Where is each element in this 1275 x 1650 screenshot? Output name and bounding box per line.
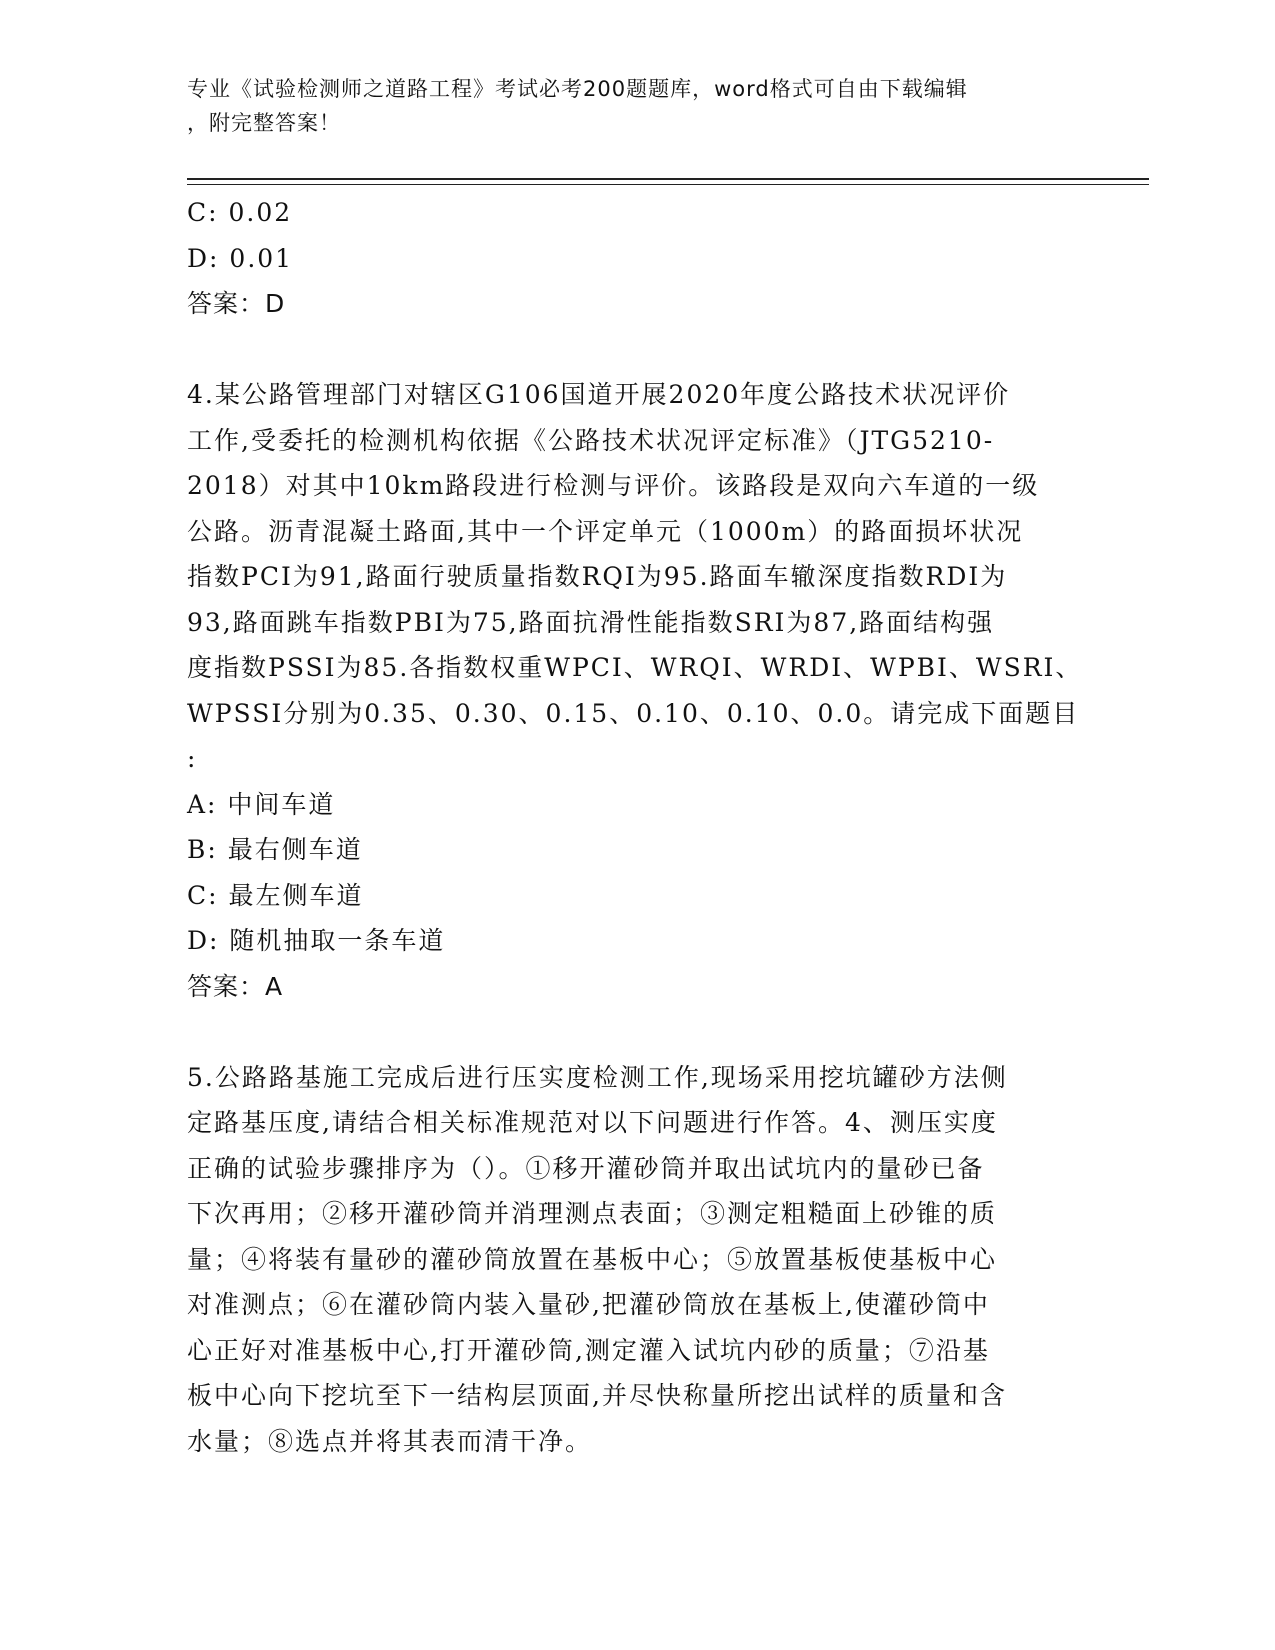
question-4-text-line: 工作,受委托的检测机构依据《公路技术状况评定标准》（JTG5210- <box>187 425 995 455</box>
spacer <box>187 1009 1067 1055</box>
question-4-option-a: A: 中间车道 <box>187 789 336 819</box>
prev-option-c: C: 0.02 <box>187 198 293 227</box>
header-title-line-2: ，附完整答案！ <box>187 111 341 135</box>
question-5-text-line: 水量；⑧选点并将其表而清干净。 <box>187 1426 593 1456</box>
question-4-text-line: 2018）对其中10km路段进行检测与评价。该路段是双向六车道的一级 <box>187 471 1040 500</box>
question-5-text-line: 下次再用；②移开灌砂筒并消理测点表面；③测定粗糙面上砂锥的质 <box>187 1199 998 1228</box>
spacer <box>187 327 1067 373</box>
header-title-line-1: 专业《试验检测师之道路工程》考试必考200题题库，word格式可自由下载编辑 <box>187 77 968 101</box>
question-4-option-d: D: 随机抽取一条车道 <box>187 926 446 955</box>
question-5-text-line: 5.公路路基施工完成后进行压实度检测工作,现场采用挖坑罐砂方法侧 <box>187 1062 1008 1092</box>
question-4-text-line: 公路。沥青混凝土路面,其中一个评定单元（1000m）的路面损坏状况 <box>187 516 1024 546</box>
question-4 <box>187 372 1083 1009</box>
question-5-text-line: 对准测点；⑥在灌砂筒内装入量砂,把灌砂筒放在基板上,使灌砂筒中 <box>187 1290 990 1319</box>
prev-option-d: D: 0.01 <box>187 243 294 273</box>
question-4-text-line: : <box>187 744 198 773</box>
question-4-text-line: WPSSI分别为0.35、0.30、0.15、0.10、0.10、0.0。请完成下面题目 <box>187 698 1080 728</box>
document-body <box>187 190 1083 1464</box>
question-4-text-line: 度指数PSSI为85.各指数权重WPCI、WRQI、WRDI、WPBI、WSRI、 <box>187 653 1083 682</box>
question-5-text-line: 心正好对准基板中心,打开灌砂筒,测定灌入试坑内砂的质量；⑦沿基 <box>187 1335 990 1365</box>
question-4-text-line: 93,路面跳车指数PBI为75,路面抗滑性能指数SRI为87,路面结构强 <box>187 607 995 637</box>
question-4-answer: 答案：A <box>187 971 284 1001</box>
prev-answer: 答案：D <box>187 289 286 318</box>
question-4-text-line: 4.某公路管理部门对辖区G106国道开展2020年度公路技术状况评价 <box>187 380 1011 409</box>
question-5-text-line: 定路基压度,请结合相关标准规范对以下问题进行作答。4、测压实度 <box>187 1108 998 1137</box>
question-5-text-line: 正确的试验步骤排序为（）。①移开灌砂筒并取出试坑内的量砂已备 <box>187 1153 985 1183</box>
question-5-text-line: 量；④将装有量砂的灌砂筒放置在基板中心；⑤放置基板使基板中心 <box>187 1244 998 1274</box>
question-4-option-b: B: 最右侧车道 <box>187 835 363 864</box>
question-5-text-line: 板中心向下挖坑至下一结构层顶面,并尽快称量所挖出试样的质量和含 <box>187 1381 1007 1410</box>
header-divider-thin <box>187 184 1149 185</box>
header-divider-thick <box>187 178 1149 180</box>
question-5 <box>187 1055 1067 1465</box>
question-4-option-c: C: 最左侧车道 <box>187 880 364 910</box>
question-4-text-line: 指数PCI为91,路面行驶质量指数RQI为95.路面车辙深度指数RDI为 <box>187 562 1008 591</box>
page-header <box>187 72 1067 140</box>
